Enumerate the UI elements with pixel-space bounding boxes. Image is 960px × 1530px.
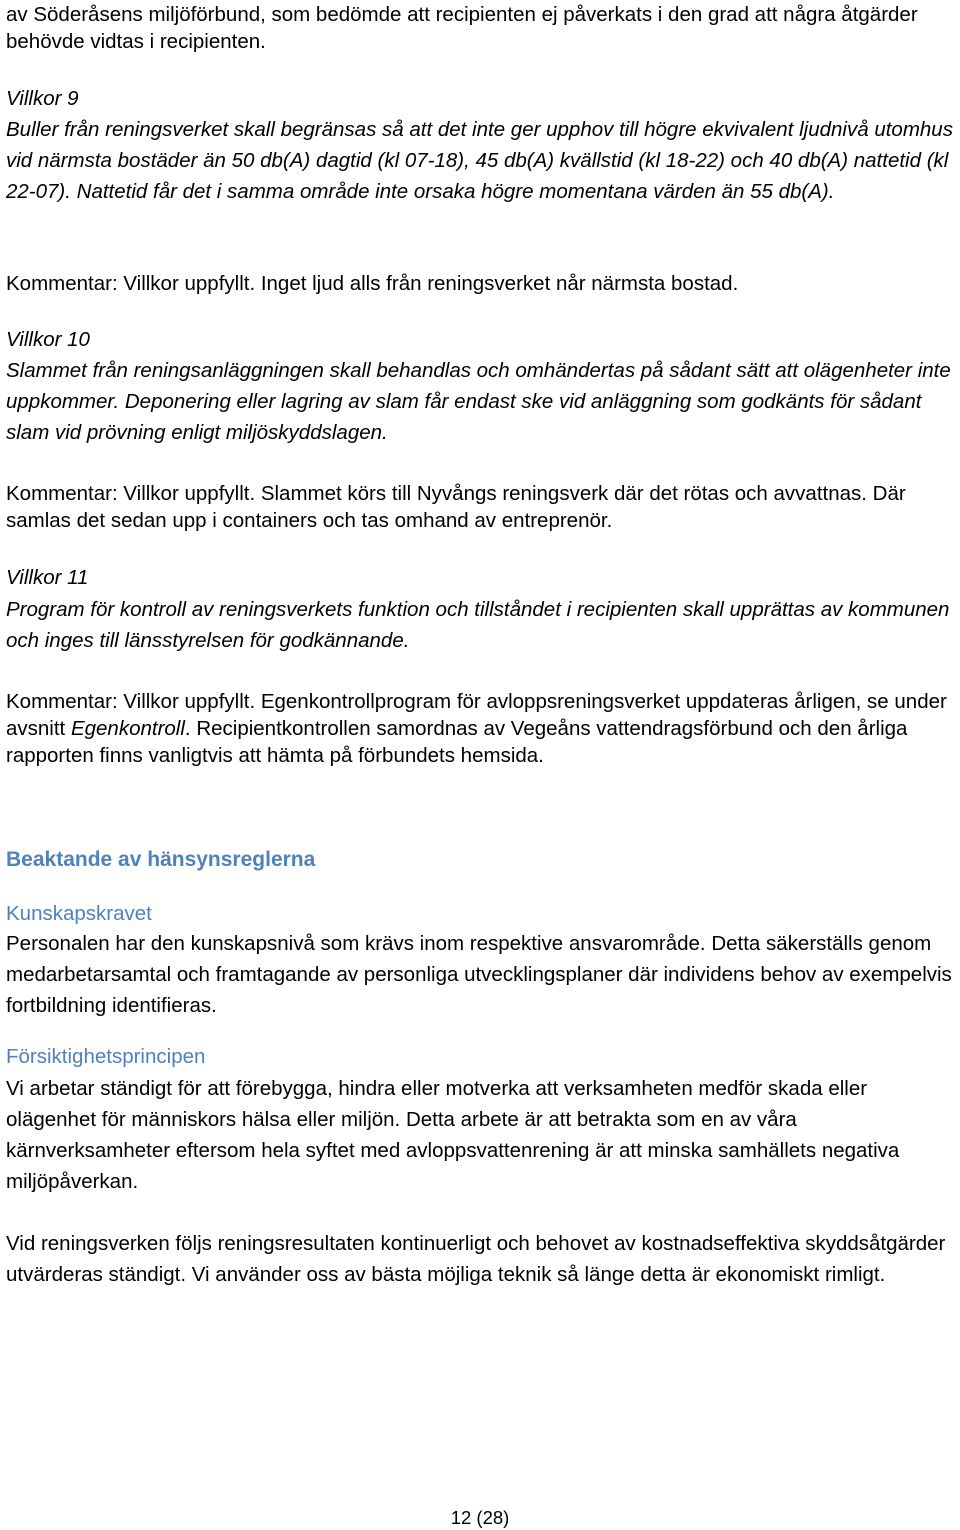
- condition-10-comment: Kommentar: Villkor uppfyllt. Slammet körs till Nyvångs reningsverk där det rötas och avvattnas. Där samlas det sedan upp i containers och tas omhand av entreprenör.: [6, 482, 906, 532]
- condition-11-comment-start: Kommentar: Villkor uppfyllt. Egenkontrollprogram för avloppsreningsverket uppdateras årligen, se under avsnitt: [6, 690, 947, 740]
- forsiktighetsprincipen-paragraph-2: Vid reningsverken följs reningsresultaten kontinuerligt och behovet av kostnadseffektiva skyddsåtgärder utvärderas ständigt. Vi använder oss av bästa möjliga teknik så länge detta är ekonomiskt rimligt.: [6, 1232, 946, 1286]
- intro-paragraph: av Söderåsens miljöförbund, som bedömde att recipienten ej påverkats i den grad att några åtgärder behövde vidtas i recipienten.: [6, 3, 918, 53]
- condition-11-text: Program för kontroll av reningsverkets funktion och tillståndet i recipienten skall upprättas av kommunen och inges till länsstyrelsen för godkännande.: [6, 598, 950, 652]
- section-heading: Beaktande av hänsynsreglerna: [6, 848, 316, 871]
- condition-9-text: Buller från reningsverket skall begränsas så att det inte ger upphov till högre ekvivalent ljudnivå utomhus vid närmsta bostäder än 50 db(A) dagtid (kl 07-18), 45 db(A) kvällstid (kl 18-22) och 40 db(A) nattetid (kl 22-07). Nattetid får det i samma område inte orsaka högre momentana värden än 55 db(A).: [6, 118, 953, 203]
- kunskapskravet-paragraph: Personalen har den kunskapsnivå som krävs inom respektive ansvarområde. Detta säkerställs genom medarbetarsamtal och framtagande av personliga utvecklingsplaner där individens behov av exempelvis fortbildning identifieras.: [6, 932, 952, 1017]
- subsection-heading-forsiktighetsprincipen: Försiktighetsprincipen: [6, 1045, 206, 1068]
- subsection-heading-kunskapskravet: Kunskapskravet: [6, 902, 152, 925]
- condition-9-heading: Villkor 9: [6, 87, 79, 110]
- condition-10-heading: Villkor 10: [6, 328, 90, 351]
- condition-9-comment: Kommentar: Villkor uppfyllt. Inget ljud alls från reningsverket når närmsta bostad.: [6, 272, 739, 295]
- forsiktighetsprincipen-paragraph-1: Vi arbetar ständigt för att förebygga, hindra eller motverka att verksamheten medför skada eller olägenhet för människors hälsa eller miljön. Detta arbete är att betrakta som en av våra kärnverksamheter eftersom hela syftet med avloppsvattenrening är att minska samhällets negativa miljöpåverkan.: [6, 1077, 900, 1193]
- condition-11-heading: Villkor 11: [6, 566, 89, 589]
- condition-11-comment: [6, 688, 954, 769]
- condition-10-text: Slammet från reningsanläggningen skall behandlas och omhändertas på sådant sätt att olägenheter inte uppkommer. Deponering eller lagring av slam får endast ske vid anläggning som godkänts för sådant slam vid prövning enligt miljöskyddslagen.: [6, 359, 951, 444]
- condition-11-comment-end: . Recipientkontrollen samordnas av Vegeåns vattendragsförbund och den årliga rapporten finns vanligtvis att hämta på förbundets hemsida.: [6, 717, 908, 767]
- page-number: 12 (28): [450, 1507, 510, 1528]
- egenkontroll-reference: Egenkontroll: [70, 717, 185, 740]
